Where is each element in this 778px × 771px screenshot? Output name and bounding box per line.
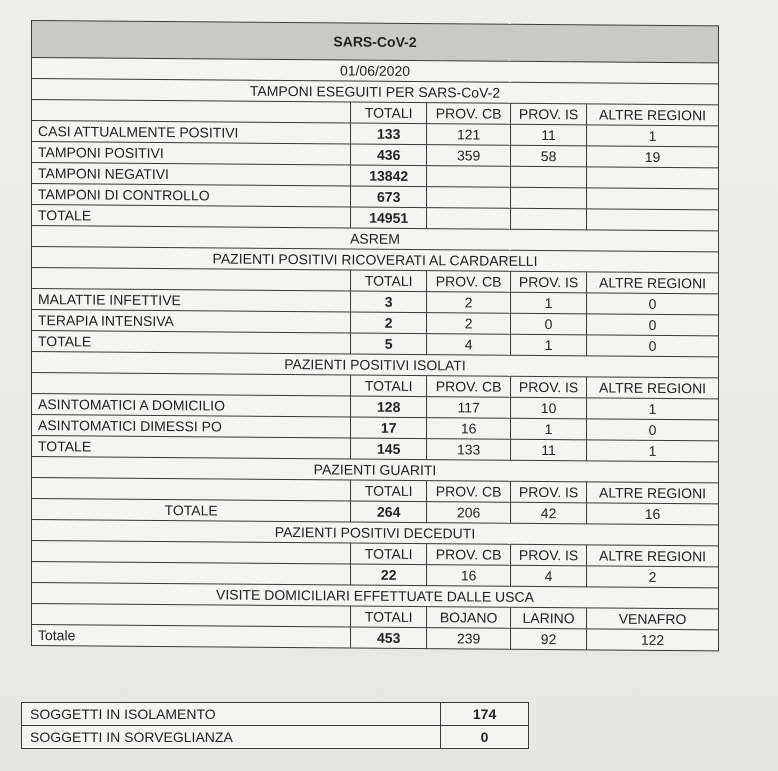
cell-totali: 5 xyxy=(351,333,427,355)
col-totali: TOTALI xyxy=(351,270,427,292)
cell-totali: 264 xyxy=(351,501,427,523)
col-totali: TOTALI xyxy=(351,102,427,124)
cell-altre-regioni: 16 xyxy=(587,503,719,525)
title-row xyxy=(32,21,719,63)
row-label: SOGGETTI IN ISOLAMENTO xyxy=(22,703,441,726)
cell-prov-is: 1 xyxy=(511,292,587,314)
cell-prov-is xyxy=(511,208,587,230)
cell-totali: 673 xyxy=(351,186,427,208)
cell-bojano: 239 xyxy=(427,628,511,650)
cell-totali: 145 xyxy=(351,438,427,460)
cell-prov-cb: 2 xyxy=(427,313,511,335)
cell-value: 174 xyxy=(441,703,529,726)
cell-prov-is xyxy=(511,187,587,209)
col-totali: TOTALI xyxy=(351,375,427,397)
cell-altre-regioni xyxy=(587,209,719,231)
cell-altre-regioni: 0 xyxy=(587,335,719,357)
asrem-heading: ASREM xyxy=(32,226,719,252)
row-label: TAMPONI NEGATIVI xyxy=(32,163,351,187)
cell-prov-is: 11 xyxy=(511,124,587,146)
cell-totali: 13842 xyxy=(351,165,427,187)
isolati-heading: PAZIENTI POSITIVI ISOLATI xyxy=(32,352,719,378)
report-title: SARS-CoV-2 xyxy=(32,21,719,63)
row-label: ASINTOMATICI DIMESSI PO xyxy=(32,415,351,439)
blank-cell xyxy=(32,373,351,397)
cell-prov-cb xyxy=(427,187,511,209)
cell-totali: 436 xyxy=(351,144,427,166)
covid-report-table xyxy=(31,20,719,651)
cell-altre-regioni: 19 xyxy=(587,146,719,168)
cell-altre-regioni xyxy=(587,167,719,189)
tamponi-heading: TAMPONI ESEGUITI PER SARS-CoV-2 xyxy=(32,79,719,105)
cell-altre-regioni: 0 xyxy=(587,419,719,441)
cell-totali: 128 xyxy=(351,396,427,418)
cell-totali: 133 xyxy=(351,123,427,145)
row-label: SOGGETTI IN SORVEGLIANZA xyxy=(22,726,441,749)
cell-prov-cb xyxy=(427,166,511,188)
col-prov-cb: PROV. CB xyxy=(427,376,511,398)
col-prov-is: PROV. IS xyxy=(511,103,587,125)
cell-prov-is: 11 xyxy=(511,439,587,461)
row-label: CASI ATTUALMENTE POSITIVI xyxy=(32,121,351,145)
col-prov-is: PROV. IS xyxy=(511,271,587,293)
row-label: Totale xyxy=(32,625,351,649)
cell-prov-is: 0 xyxy=(511,313,587,335)
ricoverati-heading: PAZIENTI POSITIVI RICOVERATI AL CARDARELLI xyxy=(32,247,719,273)
row-label: TAMPONI POSITIVI xyxy=(32,142,351,166)
cell-larino: 92 xyxy=(511,628,587,650)
cell-prov-is: 1 xyxy=(511,418,587,440)
cell-value: 0 xyxy=(441,726,529,749)
report-date: 01/06/2020 xyxy=(32,58,719,84)
surveillance-table xyxy=(21,702,529,749)
cell-prov-is: 58 xyxy=(511,145,587,167)
col-totali: TOTALI xyxy=(351,543,427,565)
cell-totali: 3 xyxy=(351,291,427,313)
deceduti-heading: PAZIENTI POSITIVI DECEDUTI xyxy=(32,520,719,546)
cell-prov-is: 10 xyxy=(511,397,587,419)
blank-cell xyxy=(32,268,351,292)
col-bojano: BOJANO xyxy=(427,607,511,629)
cell-altre-regioni: 1 xyxy=(587,398,719,420)
row-label: TAMPONI DI CONTROLLO xyxy=(32,184,351,208)
table-row xyxy=(22,703,529,726)
cell-prov-cb: 133 xyxy=(427,439,511,461)
col-prov-is: PROV. IS xyxy=(511,481,587,503)
cell-altre-regioni: 1 xyxy=(587,125,719,147)
cell-prov-cb: 117 xyxy=(427,397,511,419)
cell-altre-regioni: 1 xyxy=(587,440,719,462)
col-prov-cb: PROV. CB xyxy=(427,103,511,125)
col-altre-regioni: ALTRE REGIONI xyxy=(587,104,719,126)
cell-prov-cb xyxy=(427,208,511,230)
cell-prov-is: 4 xyxy=(511,565,587,587)
cell-altre-regioni: 2 xyxy=(587,566,719,588)
cell-altre-regioni: 0 xyxy=(587,314,719,336)
cell-altre-regioni: 0 xyxy=(587,293,719,315)
cell-prov-cb: 16 xyxy=(427,418,511,440)
cell-prov-cb: 16 xyxy=(427,565,511,587)
cell-prov-cb: 206 xyxy=(427,502,511,524)
row-label: TOTALE xyxy=(32,499,351,523)
table-row xyxy=(22,726,529,749)
col-altre-regioni: ALTRE REGIONI xyxy=(587,482,719,504)
row-label: TOTALE xyxy=(32,436,351,460)
col-prov-is: PROV. IS xyxy=(511,544,587,566)
row-label: TERAPIA INTENSIVA xyxy=(32,310,351,334)
blank-cell xyxy=(32,541,351,565)
cell-prov-cb: 121 xyxy=(427,124,511,146)
col-larino: LARINO xyxy=(511,607,587,629)
cell-altre-regioni xyxy=(587,188,719,210)
col-altre-regioni: ALTRE REGIONI xyxy=(587,545,719,567)
guariti-heading: PAZIENTI GUARITI xyxy=(32,457,719,483)
col-venafro: VENAFRO xyxy=(587,608,719,630)
cell-totali: 17 xyxy=(351,417,427,439)
usca-heading: VISITE DOMICILIARI EFFETTUATE DALLE USCA xyxy=(32,583,719,609)
cell-totali: 2 xyxy=(351,312,427,334)
cell-prov-is: 42 xyxy=(511,502,587,524)
cell-prov-is: 1 xyxy=(511,334,587,356)
col-prov-cb: PROV. CB xyxy=(427,544,511,566)
blank-cell xyxy=(32,478,351,502)
blank-cell xyxy=(32,100,351,124)
cell-totali: 14951 xyxy=(351,207,427,229)
row-label: ASINTOMATICI A DOMICILIO xyxy=(32,394,351,418)
col-totali: TOTALI xyxy=(351,606,427,628)
blank-cell xyxy=(32,604,351,628)
col-prov-is: PROV. IS xyxy=(511,376,587,398)
cell-totali: 453 xyxy=(351,627,427,649)
table-row xyxy=(32,625,719,651)
row-label: MALATTIE INFETTIVE xyxy=(32,289,351,313)
row-label xyxy=(32,562,351,586)
col-prov-cb: PROV. CB xyxy=(427,271,511,293)
row-label: TOTALE xyxy=(32,205,351,229)
col-altre-regioni: ALTRE REGIONI xyxy=(587,377,719,399)
row-label: TOTALE xyxy=(32,331,351,355)
cell-prov-cb: 4 xyxy=(427,334,511,356)
col-altre-regioni: ALTRE REGIONI xyxy=(587,272,719,294)
col-totali: TOTALI xyxy=(351,480,427,502)
cell-venafro: 122 xyxy=(587,629,719,651)
cell-totali: 22 xyxy=(351,564,427,586)
cell-prov-is xyxy=(511,166,587,188)
cell-prov-cb: 359 xyxy=(427,145,511,167)
col-prov-cb: PROV. CB xyxy=(427,481,511,503)
cell-prov-cb: 2 xyxy=(427,292,511,314)
